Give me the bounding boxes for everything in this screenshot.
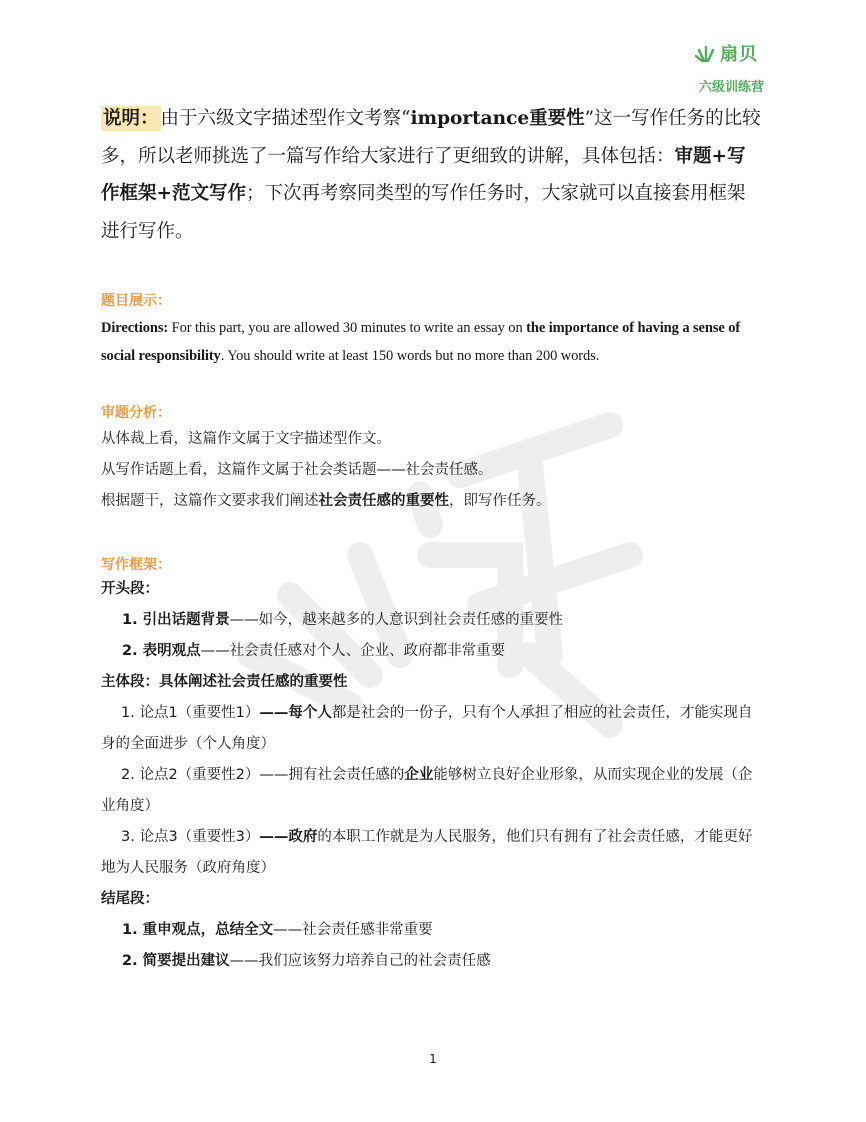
opening-point-2-text: ——社会责任感对个人、企业、政府都非常重要 (200, 643, 506, 659)
analysis-heading: 审题分析： (101, 405, 171, 421)
analysis-line-3-bold: 社会责任感的重要性 (318, 493, 449, 509)
brand-logo (695, 40, 758, 66)
opening-point-1-bold: 1. 引出话题背景 (122, 612, 230, 628)
closing-point-2-text: ——我们应该努力培养自己的社会责任感 (229, 953, 491, 969)
intro-text-3: ；下次再考察同类型的写作任务时，大家就可以直接套用框架进行写作。 (101, 183, 746, 242)
body-point-3 (101, 822, 763, 884)
opening-point-2 (101, 636, 763, 667)
body-heading (101, 667, 763, 698)
directions-bold: the importance of having a sense of social responsibility (101, 320, 741, 364)
body-point-1c: 都是社会的一份子，只有个人承担了相应的社会责任，才能实现自身的全面进步（个人角度） (101, 705, 753, 752)
page-number: 1 (429, 1052, 437, 1066)
framework-heading: 写作框架： (101, 557, 171, 573)
analysis-line-3c: ，即写作任务。 (449, 493, 551, 509)
directions-text-1: For this part, you are allowed 30 minutes to write an essay on (168, 320, 527, 336)
intro-text-2: ”这一写作任务的比较多，所以老师挑选了一篇写作给大家进行了更细致的讲解，具体包括： (101, 108, 761, 167)
body-point-2-bold: 企业 (404, 767, 434, 783)
closing-heading (101, 884, 763, 915)
closing-label: 结尾段： (101, 891, 159, 907)
body-point-3c: 的本职工作就是为人民服务，他们只有拥有了社会责任感，才能更好地为人民服务（政府角度） (101, 829, 753, 876)
body-point-1 (101, 698, 763, 760)
intro-paragraph (101, 100, 763, 250)
closing-point-2-bold: 2. 简要提出建议 (122, 953, 230, 969)
closing-point-1 (101, 915, 763, 946)
opening-heading (101, 574, 763, 605)
analysis-line-3a: 根据题干，这篇作文要求我们阐述 (101, 493, 319, 509)
opening-point-1-text: ——如今，越来越多的人意识到社会责任感的重要性 (229, 612, 564, 628)
body-point-3-bold: ——政府 (259, 829, 318, 845)
intro-bold-1: importance重要性 (410, 108, 585, 129)
body-label: 主体段：具体阐述社会责任感的重要性 (101, 674, 348, 690)
opening-point-1 (101, 605, 763, 636)
intro-text-1: 由于六级文字描述型作文考察“ (160, 108, 411, 129)
body-point-2c: 能够树立良好企业形象，从而实现企业的发展（企业角度） (101, 767, 753, 814)
closing-point-2 (101, 946, 763, 977)
topic-heading: 题目展示： (101, 293, 171, 309)
opening-label: 开头段： (101, 581, 159, 597)
brand-subtitle: 六级训练营 (698, 80, 764, 95)
analysis-line-3 (101, 486, 763, 517)
closing-point-1-bold: 1. 重申观点，总结全文 (122, 922, 274, 938)
analysis-line-2: 从写作话题上看，这篇作文属于社会类话题——社会责任感。 (101, 462, 493, 478)
document-body (101, 100, 763, 977)
body-point-1-bold: ——每个人 (259, 705, 332, 721)
body-point-1a: 1. 论点1（重要性1） (121, 705, 260, 721)
directions-paragraph (101, 315, 763, 370)
directions-text-2: . You should write at least 150 words but no more than 200 words. (220, 347, 600, 364)
analysis-line-1: 从体裁上看，这篇作文属于文字描述型作文。 (101, 431, 391, 447)
brand-name: 扇贝 (720, 44, 758, 65)
body-point-2a: 2. 论点2（重要性2）——拥有社会责任感的 (121, 767, 405, 783)
directions-label: Directions: (101, 320, 169, 336)
intro-bold-2: 审题+写作框架+范文写作 (101, 145, 746, 204)
intro-label: 说明： (103, 108, 159, 129)
shanbay-logo-icon (695, 44, 717, 62)
opening-point-2-bold: 2. 表明观点 (122, 643, 201, 659)
body-point-3a: 3. 论点3（重要性3） (121, 829, 260, 845)
body-point-2 (101, 760, 763, 822)
closing-point-1-text: ——社会责任感非常重要 (273, 922, 433, 938)
